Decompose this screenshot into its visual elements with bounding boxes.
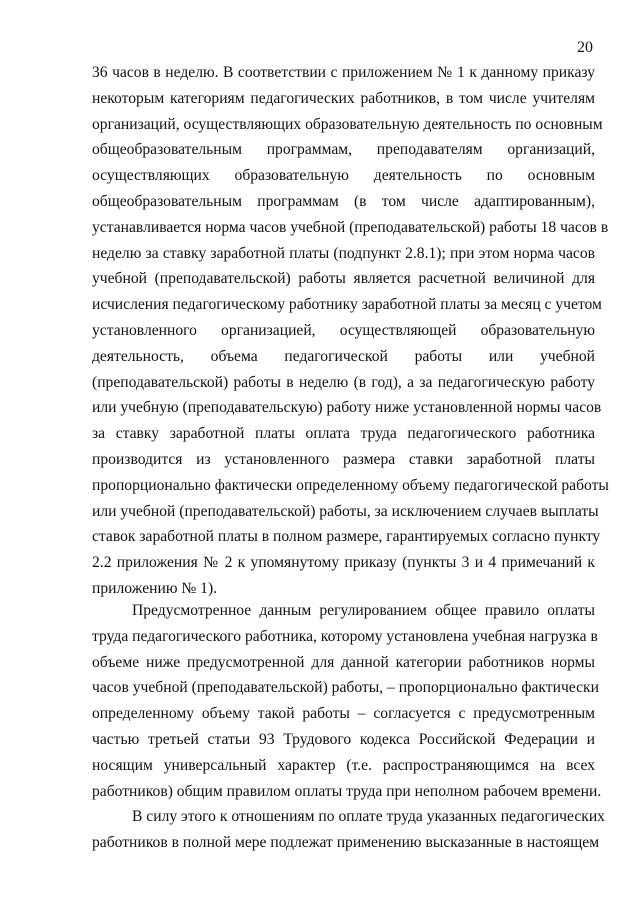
page-number: 20 — [577, 39, 593, 56]
text-line: за ставку заработной платы оплата труда педагогического работника — [92, 425, 595, 443]
text-line: частью третьей статьи 93 Трудового кодекса Российской Федерации и — [92, 730, 595, 748]
text-line: (преподавательской) работы в неделю (в год), а за педагогическую работу — [92, 373, 595, 391]
text-line: деятельность, объема педагогической работы или учебной — [92, 347, 595, 365]
paragraph-1 — [92, 60, 609, 602]
text-line: установленного организацией, осуществляющей образовательную — [92, 321, 595, 339]
text-line: организаций, осуществляющих образовательную деятельность по основным — [92, 115, 603, 133]
text-line: исчисления педагогическому работнику заработной платы за месяц с учетом — [92, 296, 602, 314]
text-line: осуществляющих образовательную деятельность по основным — [92, 167, 595, 185]
text-line: В силу этого к отношениям по оплате труда указанных педагогических — [132, 808, 605, 825]
text-line: работников) общим правилом оплаты труда при неполном рабочем времени. — [92, 782, 602, 800]
paragraph-2 — [92, 598, 602, 804]
text-line: или учебную (преподавательскую) работу ниже установленной нормы часов — [92, 399, 602, 417]
text-line: 2.2 приложения № 2 к упомянутому приказу (пункты 3 и 4 примечаний к — [92, 554, 595, 572]
text-line: производится из установленного размера ставки заработной платы — [92, 450, 595, 468]
paragraph-3 — [92, 804, 605, 856]
text-line: ставок заработной платы в полном размере, гарантируемых согласно пункту — [92, 528, 601, 546]
text-line: пропорционально фактически определенному объему педагогической работы — [92, 476, 609, 494]
text-line: приложению № 1). — [92, 579, 218, 597]
text-line: или учебной (преподавательской) работы, за исключением случаев выплаты — [92, 502, 599, 520]
text-line: учебной (преподавательской) работы является расчетной величиной для — [92, 270, 595, 288]
text-line: неделю за ставку заработной платы (подпункт 2.8.1); при этом норма часов — [92, 244, 595, 262]
text-line: определенному объему такой работы – согласуется с предусмотренным — [92, 705, 595, 723]
text-line: устанавливается норма часов учебной (преподавательской) работы 18 часов в — [92, 218, 609, 236]
text-line: часов учебной (преподавательской) работы, – пропорционально фактически — [92, 679, 599, 697]
text-line: общеобразовательным программам, преподавателям организаций, — [92, 141, 595, 159]
text-line: Предусмотренное данным регулированием общее правило оплаты — [132, 602, 595, 619]
text-line: некоторым категориям педагогических работников, в том числе учителям — [92, 89, 595, 107]
text-line: труда педагогического работника, которому установлена учебная нагрузка в — [92, 627, 598, 645]
text-line: носящим универсальный характер (т.е. распространяющимся на всех — [92, 756, 595, 774]
text-line: общеобразовательным программам (в том числе адаптированным), — [92, 192, 595, 210]
text-line: объеме ниже предусмотренной для данной категории работников нормы — [92, 653, 595, 671]
text-line: 36 часов в неделю. В соответствии с приложением № 1 к данному приказу — [92, 64, 595, 81]
text-line: работников в полной мере подлежат применению высказанные в настоящем — [92, 833, 600, 851]
